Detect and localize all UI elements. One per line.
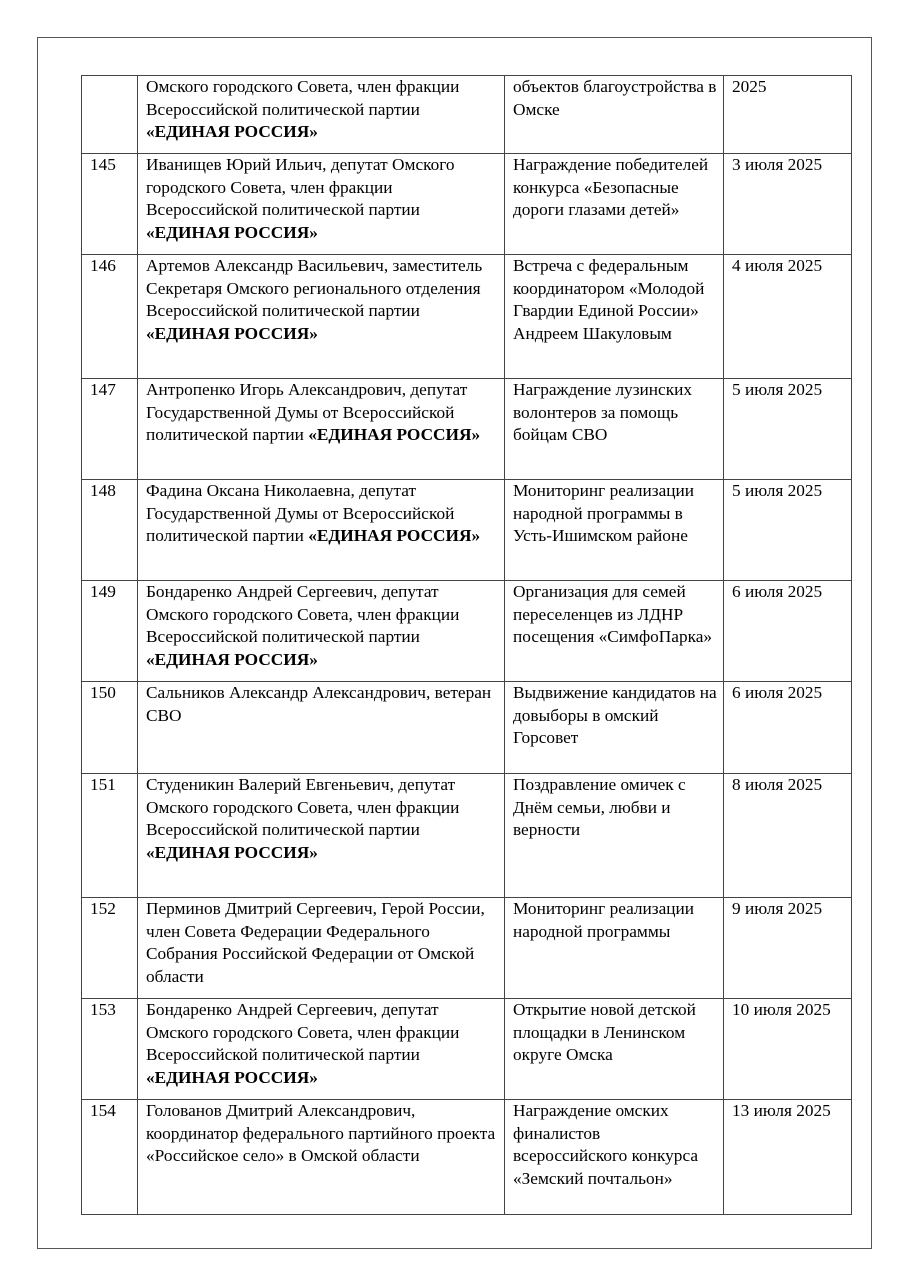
party-name: «ЕДИНАЯ РОССИЯ» xyxy=(146,842,318,862)
participant-cell xyxy=(138,255,505,379)
event-date: 4 июля 2025 xyxy=(724,255,852,379)
participant-text: Сальников Александр Александрович, ветеран СВО xyxy=(146,683,492,725)
participant-cell xyxy=(138,898,505,999)
party-name: «ЕДИНАЯ РОССИЯ» xyxy=(308,526,481,546)
event-description: Мониторинг реализации народной программы xyxy=(505,898,724,999)
event-date: 5 июля 2025 xyxy=(724,480,852,581)
row-number: 151 xyxy=(82,774,138,898)
participant-cell xyxy=(138,999,505,1100)
row-number: 147 xyxy=(82,379,138,480)
row-number: 150 xyxy=(82,682,138,774)
event-description: объектов благоустройства в Омске xyxy=(505,76,724,154)
row-number xyxy=(82,76,138,154)
table-row xyxy=(82,255,852,379)
row-number: 154 xyxy=(82,1100,138,1215)
party-name: «ЕДИНАЯ РОССИЯ» xyxy=(146,649,318,669)
table-row xyxy=(82,774,852,898)
party-name: «ЕДИНАЯ РОССИЯ» xyxy=(146,122,318,142)
event-description: Встреча с федеральным координатором «Молодой Гвардии Единой России» Андреем Шакуловым xyxy=(505,255,724,379)
participant-text: Перминов Дмитрий Сергеевич, Герой России, член Совета Федерации Федерального Собрания Российской Федерации от Омской области xyxy=(146,899,485,986)
event-date: 3 июля 2025 xyxy=(724,154,852,255)
event-date: 8 июля 2025 xyxy=(724,774,852,898)
table-row xyxy=(82,154,852,255)
table-row xyxy=(82,682,852,774)
participant-text: Бондаренко Андрей Сергеевич, депутат Омского городского Совета, член фракции Всероссийской политической партии xyxy=(146,1000,460,1065)
participant-text: Антропенко Игорь Александрович, депутат Государственной Думы от Всероссийской политической партии xyxy=(146,380,468,445)
participant-cell xyxy=(138,76,505,154)
event-description: Открытие новой детской площадки в Ленинском округе Омска xyxy=(505,999,724,1100)
participant-text: Фадина Оксана Николаевна, депутат Государственной Думы от Всероссийской политической партии xyxy=(146,481,455,546)
participant-text: Студеникин Валерий Евгеньевич, депутат Омского городского Совета, член фракции Всероссийской политической партии xyxy=(146,775,460,840)
participant-cell xyxy=(138,480,505,581)
table-row xyxy=(82,898,852,999)
event-date: 6 июля 2025 xyxy=(724,682,852,774)
event-date: 10 июля 2025 xyxy=(724,999,852,1100)
participant-text: Артемов Александр Васильевич, заместитель Секретаря Омского регионального отделения Всероссийской политической партии xyxy=(146,256,483,321)
row-number: 152 xyxy=(82,898,138,999)
row-number: 148 xyxy=(82,480,138,581)
event-description: Награждение победителей конкурса «Безопасные дороги глазами детей» xyxy=(505,154,724,255)
participant-cell xyxy=(138,154,505,255)
party-name: «ЕДИНАЯ РОССИЯ» xyxy=(146,1067,318,1087)
participant-text: Бондаренко Андрей Сергеевич, депутат Омского городского Совета, член фракции Всероссийской политической партии xyxy=(146,582,460,647)
row-number: 146 xyxy=(82,255,138,379)
participant-cell xyxy=(138,379,505,480)
participant-text: Иванищев Юрий Ильич, депутат Омского городского Совета, член фракции Всероссийской политической партии xyxy=(146,155,455,220)
event-description: Награждение лузинских волонтеров за помощь бойцам СВО xyxy=(505,379,724,480)
table-row xyxy=(82,581,852,682)
event-date: 2025 xyxy=(724,76,852,154)
table-row xyxy=(82,1100,852,1215)
event-description: Награждение омских финалистов всероссийского конкурса «Земский почтальон» xyxy=(505,1100,724,1215)
events-table xyxy=(81,75,852,1215)
row-number: 149 xyxy=(82,581,138,682)
event-date: 9 июля 2025 xyxy=(724,898,852,999)
event-date: 13 июля 2025 xyxy=(724,1100,852,1215)
table-row xyxy=(82,379,852,480)
row-number: 145 xyxy=(82,154,138,255)
event-description: Мониторинг реализации народной программы в Усть-Ишимском районе xyxy=(505,480,724,581)
event-description: Поздравление омичек с Днём семьи, любви и верности xyxy=(505,774,724,898)
participant-cell xyxy=(138,581,505,682)
participant-cell xyxy=(138,774,505,898)
event-date: 5 июля 2025 xyxy=(724,379,852,480)
events-table-body xyxy=(82,76,852,1215)
participant-cell xyxy=(138,682,505,774)
event-date: 6 июля 2025 xyxy=(724,581,852,682)
table-row xyxy=(82,76,852,154)
party-name: «ЕДИНАЯ РОССИЯ» xyxy=(146,222,318,242)
participant-text: Омского городского Совета, член фракции Всероссийской политической партии xyxy=(146,77,460,119)
table-row xyxy=(82,480,852,581)
row-number: 153 xyxy=(82,999,138,1100)
participant-cell xyxy=(138,1100,505,1215)
party-name: «ЕДИНАЯ РОССИЯ» xyxy=(308,425,481,445)
table-row xyxy=(82,999,852,1100)
event-description: Выдвижение кандидатов на довыборы в омский Горсовет xyxy=(505,682,724,774)
party-name: «ЕДИНАЯ РОССИЯ» xyxy=(146,323,318,343)
event-description: Организация для семей переселенцев из ЛДНР посещения «СимфоПарка» xyxy=(505,581,724,682)
participant-text: Голованов Дмитрий Александрович, координатор федерального партийного проекта «Российское село» в Омской области xyxy=(146,1101,496,1166)
